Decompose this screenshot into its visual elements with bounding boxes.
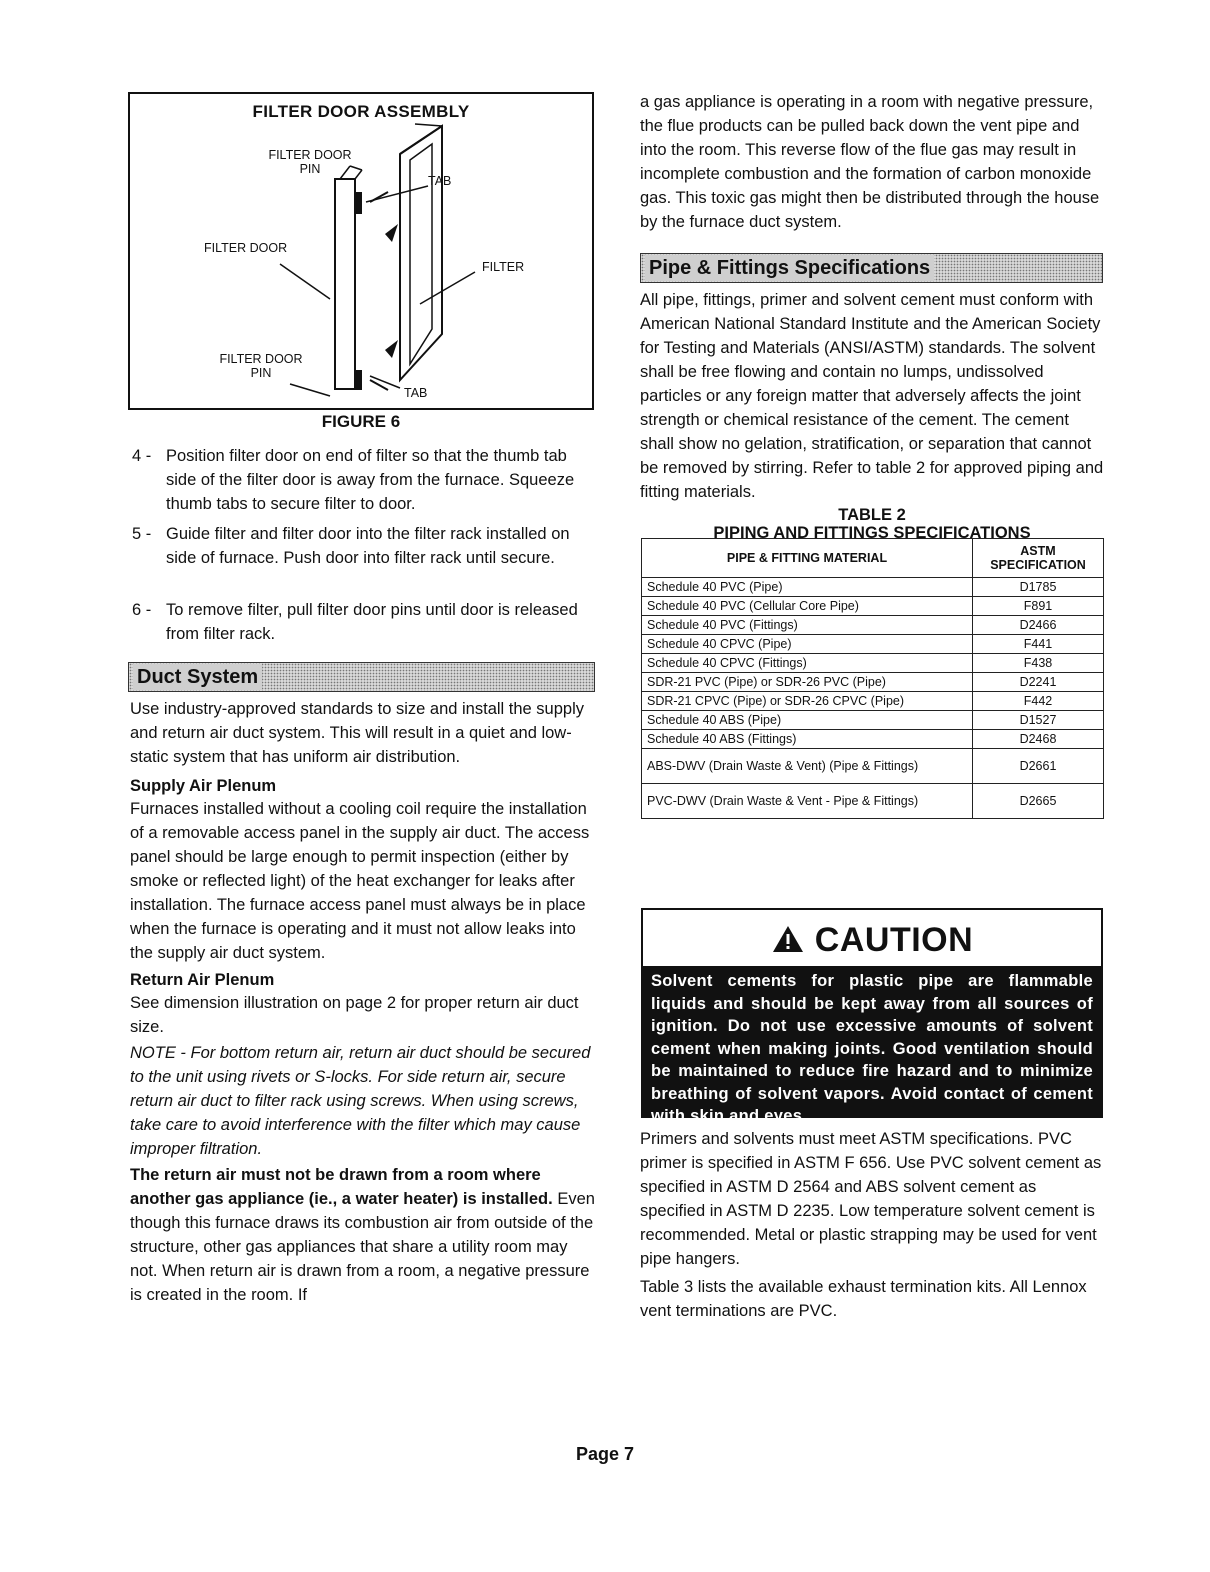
label-tab-top: TAB bbox=[428, 174, 452, 188]
return-air-plenum-text: See dimension illustration on page 2 for proper return air duct size. bbox=[130, 994, 579, 1036]
table-cell-material: Schedule 40 PVC (Fittings) bbox=[642, 616, 973, 635]
caution-text: Solvent cements for plastic pipe are flammable liquids and should be kept away from all sources of ignition. Do not use excessive amounts of solvent cement when making joints. Good ventilation should be maintained to reduce fire hazard and to minimize breathing of solvent vapors. Avoid contact of cement with skin and eyes. bbox=[643, 966, 1101, 1116]
supply-air-plenum-text: Furnaces installed without a cooling coil require the installation of a removable access panel in the supply air duct. The access panel should be large enough to permit inspection (either by smoke or reflected light) of the heat exchanger for leaks after installation. The furnace access panel must always be in place when the furnace is operating and it must not allow leaks into the supply air duct system. bbox=[130, 800, 590, 962]
continued-paragraph: a gas appliance is operating in a room with negative pressure, the flue products can be pulled back down the vent pipe and into the room. This reverse flow of the flue gas may result in incomplete combustion and the formation of carbon monoxide gas. This toxic gas might then be distributed through the house by the furnace duct system. bbox=[640, 93, 1100, 231]
table-row bbox=[642, 784, 1104, 819]
table-cell-material: SDR-21 CPVC (Pipe) or SDR-26 CPVC (Pipe) bbox=[642, 692, 973, 711]
label-filter-door-pin-top: FILTER DOOR PIN bbox=[268, 148, 352, 176]
pipe-fittings-heading: Pipe & Fittings Specifications bbox=[640, 253, 1103, 283]
table-cell-spec: D2466 bbox=[973, 616, 1104, 635]
table-cell-material: Schedule 40 CPVC (Pipe) bbox=[642, 635, 973, 654]
table-header-row bbox=[642, 539, 1104, 578]
return-air-plenum-heading: Return Air Plenum bbox=[130, 971, 275, 989]
pipe-fittings-text: All pipe, fittings, primer and solvent cement must conform with American National Standard Institute and the American Society for Testing and Materials (ANSI/ASTM) standards. The solvent shall be free flowing and contain no lumps, undissolved particles or any foreign matter that adversely affects the joint strength or chemical resistance of the cement. The cement shall show no gelation, stratification, or separation that cannot be removed by stirring. Refer to table 2 for approved piping and fitting materials. bbox=[640, 291, 1104, 501]
page-number: Page 7 bbox=[575, 1444, 635, 1464]
figure-title: FILTER DOOR ASSEMBLY bbox=[252, 102, 470, 121]
duct-system-heading: Duct System bbox=[128, 662, 595, 692]
step-5: 5 - Guide filter and filter door into the filter rack installed on side of furnace. Push door into filter rack until secure. bbox=[132, 525, 570, 567]
step-4: 4 - Position filter door on end of filter so that the thumb tab side of the filter door is away from the furnace. Squeeze thumb tabs to secure filter to door. bbox=[132, 447, 575, 513]
table-title: TABLE 2 PIPING AND FITTINGS SPECIFICATIONS bbox=[713, 506, 1031, 542]
duct-intro: Use industry-approved standards to size and install the supply and return air duct system. This will result in a quiet and low-static system that has uniform air distribution. bbox=[130, 700, 584, 766]
warning-triangle-icon bbox=[771, 924, 805, 954]
table-cell-spec: F891 bbox=[973, 597, 1104, 616]
figure-filter-door-assembly bbox=[128, 92, 594, 410]
table-cell-spec: F441 bbox=[973, 635, 1104, 654]
duct-system-section bbox=[130, 697, 596, 1307]
table3-paragraph: Table 3 lists the available exhaust termination kits. All Lennox vent terminations are PVC. bbox=[640, 1278, 1087, 1320]
right-column-bottom bbox=[640, 1127, 1104, 1323]
label-tab-bottom: TAB bbox=[404, 386, 428, 400]
table-cell-material: Schedule 40 PVC (Cellular Core Pipe) bbox=[642, 597, 973, 616]
table-cell-spec: D1527 bbox=[973, 711, 1104, 730]
right-column-top bbox=[640, 90, 1104, 234]
table-cell-material: SDR-21 PVC (Pipe) or SDR-26 PVC (Pipe) bbox=[642, 673, 973, 692]
filter-shape bbox=[400, 126, 442, 380]
table-row bbox=[642, 597, 1104, 616]
filter-door-diagram bbox=[130, 94, 592, 408]
table-row bbox=[642, 616, 1104, 635]
table-row bbox=[642, 673, 1104, 692]
table-cell-spec: F438 bbox=[973, 654, 1104, 673]
label-filter-door: FILTER DOOR bbox=[204, 241, 288, 255]
table-header-material: PIPE & FITTING MATERIAL bbox=[642, 539, 973, 578]
supply-air-plenum-heading: Supply Air Plenum bbox=[130, 777, 277, 795]
caution-box bbox=[641, 908, 1103, 1125]
caution-heading: CAUTION bbox=[643, 916, 1101, 964]
table-cell-spec: D2661 bbox=[973, 749, 1104, 784]
table-cell-material: ABS-DWV (Drain Waste & Vent) (Pipe & Fittings) bbox=[642, 749, 973, 784]
table-cell-material: Schedule 40 ABS (Pipe) bbox=[642, 711, 973, 730]
table-cell-material: PVC-DWV (Drain Waste & Vent - Pipe & Fittings) bbox=[642, 784, 973, 819]
table-row bbox=[642, 692, 1104, 711]
table-cell-spec: D1785 bbox=[973, 578, 1104, 597]
pipe-fittings-section bbox=[640, 288, 1104, 542]
primers-paragraph: Primers and solvents must meet ASTM specifications. PVC primer is specified in ASTM F 656. Use PVC solvent cement as specified in ASTM D 2564 and ABS solvent cement as specified in ASTM D 2235. Low temperature solvent cement is recommended. Metal or plastic strapping may be used for vent pipe hangers. bbox=[640, 1130, 1102, 1268]
return-air-warning: The return air must not be drawn from a room where another gas appliance (ie., a water heater) is installed. Even though this furnace draws its combustion air from outside of the structure, other gas appliances that share a utility room may not. When return air is drawn from a room, a negative pressure is created in the room. If bbox=[130, 1166, 595, 1304]
table-row bbox=[642, 749, 1104, 784]
return-air-note: NOTE - For bottom return air, return air duct should be secured to the unit using rivets or S-locks. For side return air, secure return air duct to filter rack using screws. When using screws, take care to avoid interference with the filter which may cause improper filtration. bbox=[130, 1044, 591, 1158]
filter-door-shape bbox=[335, 179, 355, 389]
piping-specifications-table bbox=[641, 538, 1104, 819]
table-cell-spec: D2468 bbox=[973, 730, 1104, 749]
table-cell-material: Schedule 40 PVC (Pipe) bbox=[642, 578, 973, 597]
table-body bbox=[642, 578, 1104, 819]
table-row bbox=[642, 711, 1104, 730]
label-filter-door-pin-bottom: FILTER DOOR PIN bbox=[219, 352, 303, 380]
step-6: 6 - To remove filter, pull filter door pins until door is released from filter rack. bbox=[132, 601, 578, 643]
table-header-astm: ASTM SPECIFICATION bbox=[973, 539, 1104, 578]
table-cell-material: Schedule 40 ABS (Fittings) bbox=[642, 730, 973, 749]
table-cell-spec: D2665 bbox=[973, 784, 1104, 819]
table-row bbox=[642, 578, 1104, 597]
table-cell-material: Schedule 40 CPVC (Fittings) bbox=[642, 654, 973, 673]
label-filter: FILTER bbox=[482, 260, 525, 274]
figure-caption: FIGURE 6 bbox=[321, 412, 401, 431]
table-cell-spec: F442 bbox=[973, 692, 1104, 711]
table-row bbox=[642, 654, 1104, 673]
table-row bbox=[642, 730, 1104, 749]
table-row bbox=[642, 635, 1104, 654]
table-cell-spec: D2241 bbox=[973, 673, 1104, 692]
